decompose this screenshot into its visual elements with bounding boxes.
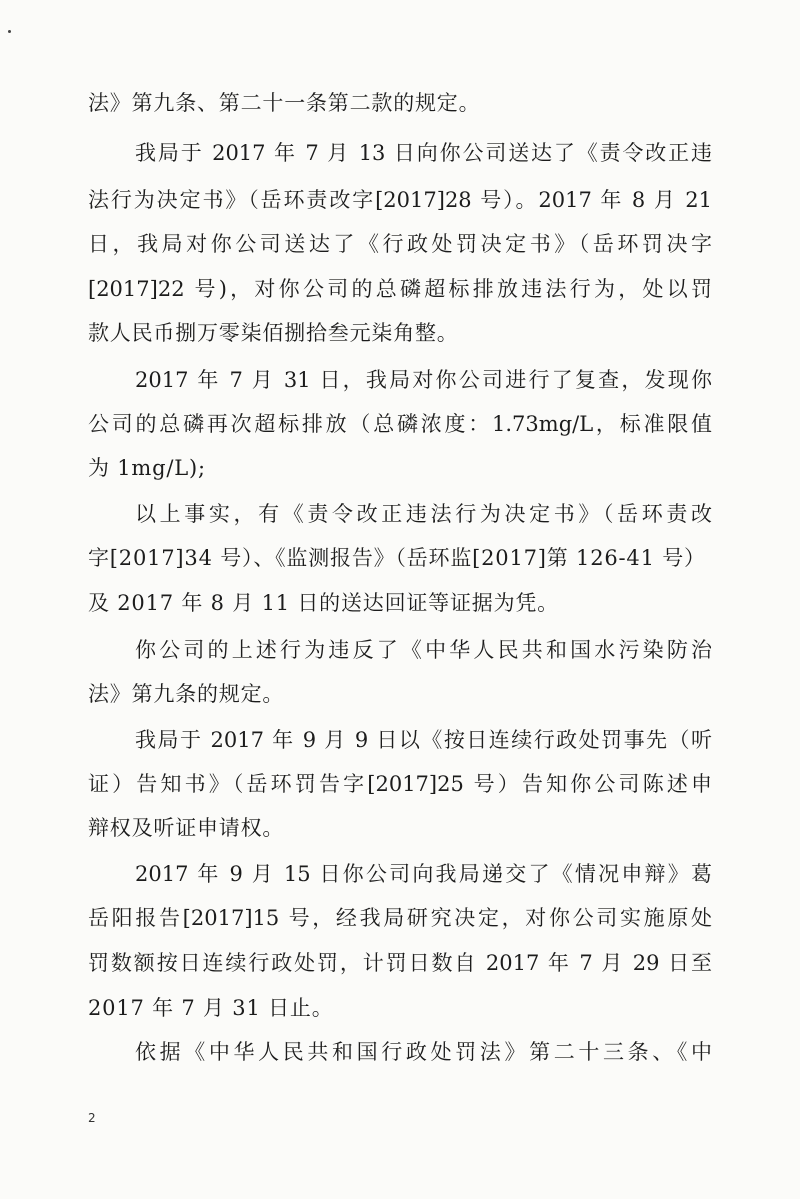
text-line: 依据《中华人民共和国行政处罚法》第二十三条、《中 [135,1040,712,1064]
page-number: 2 [88,1111,96,1125]
scan-mark [8,30,11,33]
text-line: 你公司的上述行为违反了《中华人民共和国水污染防治 [135,638,712,662]
text-line: 辩权及听证申请权。 [88,816,285,840]
text-line: 岳阳报告[2017]15 号，经我局研究决定，对你公司实施原处 [88,906,712,930]
text-line: 以上事实，有《责令改正违法行为决定书》（岳环责改 [135,502,712,526]
text-line: 我局于 2017 年 7 月 13 日向你公司送达了《责令改正违 [135,141,712,165]
text-line: 公司的总磷再次超标排放（总磷浓度：1.73mg/L，标准限值 [88,412,712,436]
text-line: 法》第九条、第二十一条第二款的规定。 [88,91,481,115]
text-line: 法行为决定书》（岳环责改字[2017]28 号）。2017 年 8 月 21 [88,188,712,212]
text-line: 我局于 2017 年 9 月 9 日以《按日连续行政处罚事先（听 [135,728,712,752]
text-line: 2017 年 9 月 15 日你公司向我局递交了《情况申辩》葛 [135,862,712,886]
text-line: 2017 年 7 月 31 日，我局对你公司进行了复查，发现你 [135,368,712,392]
text-line: [2017]22 号)，对你公司的总磷超标排放违法行为，处以罚 [88,277,712,301]
text-line: 罚数额按日连续行政处罚，计罚日数自 2017 年 7 月 29 日至 [88,951,712,975]
text-line: 证）告知书》（岳环罚告字[2017]25 号）告知你公司陈述申 [88,772,712,796]
text-line: 款人民币捌万零柒佰捌拾叁元柒角整。 [88,321,459,345]
text-line: 日，我局对你公司送达了《行政处罚决定书》（岳环罚决字 [88,232,712,256]
text-line: 为 1mg/L); [88,456,206,480]
text-line: 2017 年 7 月 31 日止。 [88,996,334,1020]
text-line: 字[2017]34 号）、《监测报告》（岳环监[2017]第 126-41 号） [88,546,706,570]
text-line: 及 2017 年 8 月 11 日的送达回证等证据为凭。 [88,591,559,615]
text-line: 法》第九条的规定。 [88,682,285,706]
